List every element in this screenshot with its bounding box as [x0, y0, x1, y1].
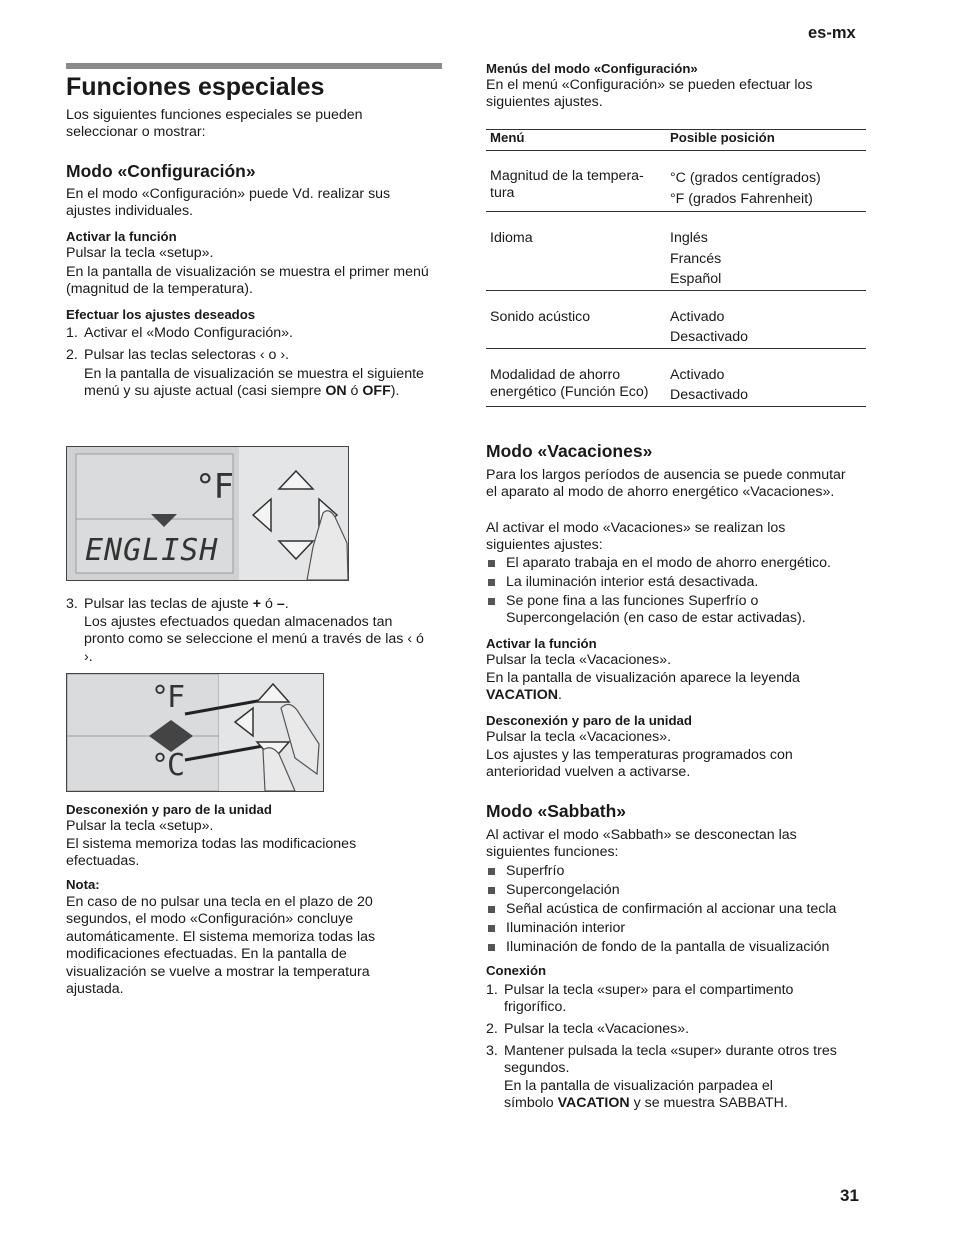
list-item — [486, 593, 866, 628]
config-step-3 — [66, 596, 442, 613]
table-row — [486, 290, 866, 348]
list-item-text: Superfrío — [506, 863, 565, 879]
plus-label: + — [252, 596, 262, 612]
step-text: Pulsar las teclas selectoras ‹ o ›. — [84, 347, 290, 363]
list-item-text: Señal acústica de confirmación al accionar una tecla — [506, 901, 837, 917]
bullet-icon — [488, 944, 495, 951]
config-activar-title: Activar la función — [66, 229, 177, 244]
config-desc-1: Pulsar la tecla «setup». — [66, 818, 214, 834]
config-heading: Modo «Configuración» — [66, 161, 256, 181]
list-item-text: Supercongelación — [506, 882, 620, 898]
display-unit-f: °F — [151, 680, 184, 715]
language-code: es-mx — [808, 24, 856, 42]
table-header-position: Posible posición — [666, 130, 866, 151]
minus-label: – — [276, 596, 285, 612]
nota-text: En caso de no pulsar una tecla en el plazo de 20 segundos, el modo «Configuración» concluye automáticamente. El sistema memoriza todas las modificaciones efectuadas. En la pantalla de visualización se vuelve a mostrar la temperatura ajustada. — [66, 894, 376, 998]
config-text: En el modo «Configuración» puede Vd. realizar sus ajustes individuales. — [66, 186, 391, 220]
list-item-text: La iluminación interior está desactivada. — [506, 574, 759, 590]
option: Inglés — [670, 230, 708, 246]
or-label: ó — [350, 383, 359, 400]
vacaciones-desc-1: Pulsar la tecla «Vacaciones». — [486, 729, 672, 745]
config-menu-table — [486, 129, 866, 407]
option: °C (grados centígrados) — [670, 170, 821, 186]
step-text: Pulsar la tecla «Vacaciones». — [504, 1021, 690, 1037]
conexion-step-3-detail — [504, 1078, 824, 1113]
bullet-icon — [488, 906, 495, 913]
step-2-detail-text: En la pantalla de visualización se muestra el siguiente menú y su ajuste actual (casi siempre — [84, 366, 424, 400]
table-cell-menu: Idioma — [486, 212, 666, 291]
step-number: 1. — [66, 325, 78, 341]
option: Desactivado — [670, 387, 749, 403]
title-rule — [66, 63, 442, 69]
conexion-step-2 — [486, 1021, 856, 1038]
option: Desactivado — [670, 329, 749, 345]
display-language: ENGLISH — [85, 533, 219, 568]
option: Activado — [670, 308, 725, 325]
list-item — [486, 882, 886, 899]
list-item-text: Se pone fina a las funciones Superfrío o Supercongelación (en caso de estar activadas). — [506, 593, 806, 627]
step-number: 1. — [486, 982, 498, 998]
list-item-text: El aparato trabaja en el modo de ahorro energético. — [506, 555, 831, 571]
list-item — [486, 555, 866, 572]
config-activar-2: En la pantalla de visualización se muestra el primer menú (magnitud de la temperatura). — [66, 264, 429, 298]
table-row — [486, 348, 866, 406]
page-title: Funciones especiales — [66, 73, 325, 101]
step-number: 2. — [66, 347, 78, 363]
config-efectuar-title: Efectuar los ajustes deseados — [66, 307, 256, 322]
vacaciones-desc-title: Desconexión y paro de la unidad — [486, 713, 692, 728]
list-item — [486, 574, 866, 591]
table-header-menu: Menú — [486, 130, 666, 151]
sabbath-bullets — [486, 863, 886, 958]
menus-text: En el menú «Configuración» se pueden efectuar los siguientes ajustes. — [486, 77, 813, 111]
conexion-step-1 — [486, 982, 836, 1017]
option: Activado — [670, 366, 725, 383]
figure-control-panel-1 — [66, 446, 349, 581]
bullet-icon — [488, 598, 495, 605]
option: Francés — [670, 250, 722, 267]
display-unit-f: °F — [195, 467, 232, 507]
list-item — [486, 863, 886, 880]
vacaciones-activar-2-text: En la pantalla de visualización aparece la leyenda — [486, 670, 800, 686]
vacaciones-bullets — [486, 555, 866, 629]
conexion-title: Conexión — [486, 963, 547, 978]
step-3-detail-b: y se muestra SABBATH. — [633, 1095, 788, 1112]
config-activar-1: Pulsar la tecla «setup». — [66, 245, 214, 261]
off-label: OFF — [362, 383, 391, 400]
vacaciones-activar-2: En la pantalla de visualización aparece la leyenda VACATION. — [486, 670, 800, 704]
step-text: Pulsar la tecla «super» para el compartimento frigorífico. — [504, 982, 794, 1016]
table-row — [486, 151, 866, 212]
table-cell-options — [666, 212, 866, 291]
vacation-label: VACATION — [486, 687, 558, 704]
step-text: Pulsar las teclas de ajuste + ó –. — [84, 596, 289, 612]
table-cell-menu: Magnitud de la tempera-tura — [486, 151, 666, 212]
list-item — [486, 901, 886, 918]
vacaciones-activar-1: Pulsar la tecla «Vacaciones». — [486, 652, 672, 668]
step-2-label: Pulsar las teclas selectoras — [84, 347, 256, 363]
step-text: Mantener pulsada la tecla «super» durante otros tres segundos. — [504, 1043, 837, 1077]
config-desc-2: El sistema memoriza todas las modificaciones efectuadas. — [66, 836, 357, 870]
bullet-icon — [488, 925, 495, 932]
bullet-icon — [488, 579, 495, 586]
step-number: 3. — [486, 1043, 498, 1059]
table-cell-menu: Sonido acústico — [486, 290, 666, 348]
control-panel-illustration — [67, 674, 323, 791]
option: Español — [670, 271, 722, 287]
option: °F (grados Fahrenheit) — [670, 190, 813, 207]
conexion-step-3 — [486, 1043, 866, 1078]
table-cell-options — [666, 348, 866, 406]
table-cell-options — [666, 151, 866, 212]
bullet-icon — [488, 560, 495, 567]
bullet-icon — [488, 887, 495, 894]
figure-control-panel-2 — [66, 673, 324, 792]
config-step-1 — [66, 325, 442, 342]
list-item-text: Iluminación de fondo de la pantalla de visualización — [506, 939, 830, 955]
config-step-3-detail: Los ajustes efectuados quedan almacenados tan pronto como se seleccione el menú a través de las ‹ ó ›. — [84, 614, 424, 665]
list-item — [486, 920, 886, 937]
or-label: ó — [265, 596, 273, 612]
vacation-label: VACATION — [557, 1095, 630, 1112]
list-item — [486, 939, 886, 956]
step-3-detail-text: Los ajustes efectuados quedan almacenados tan pronto como se seleccione el menú a través de las — [84, 614, 404, 648]
vacaciones-p2: Al activar el modo «Vacaciones» se realizan los siguientes ajustes: — [486, 520, 786, 554]
table-row — [486, 212, 866, 291]
table-cell-menu: Modalidad de ahorro energético (Función Eco) — [486, 348, 666, 406]
vacaciones-activar-title: Activar la función — [486, 636, 597, 651]
nota-title: Nota: — [66, 877, 100, 892]
display-unit-c: °C — [151, 748, 184, 783]
list-item-text: Iluminación interior — [506, 920, 626, 936]
menus-title: Menús del modo «Configuración» — [486, 61, 698, 76]
sabbath-heading: Modo «Sabbath» — [486, 801, 627, 821]
page-number: 31 — [840, 1186, 859, 1205]
step-3-label: Pulsar las teclas de ajuste — [84, 596, 249, 612]
table-cell-options — [666, 290, 866, 348]
table-header-row — [486, 130, 866, 151]
config-desc-title: Desconexión y paro de la unidad — [66, 802, 272, 817]
config-step-2 — [66, 347, 442, 364]
config-step-2-detail: En la pantalla de visualización se muestra el siguiente menú y su ajuste actual (casi siempre ON ó OFF). — [84, 366, 424, 400]
step-number: 3. — [66, 596, 78, 612]
on-label: ON — [325, 383, 347, 400]
vacaciones-p1: Para los largos períodos de ausencia se puede conmutar el aparato al modo de ahorro energético «Vacaciones». — [486, 467, 846, 501]
bullet-icon — [488, 868, 495, 875]
intro-text: Los siguientes funciones especiales se pueden seleccionar o mostrar: — [66, 107, 363, 141]
vacaciones-desc-2: Los ajustes y las temperaturas programados con anterioridad vuelven a activarse. — [486, 747, 793, 781]
sabbath-p1: Al activar el modo «Sabbath» se desconectan las siguientes funciones: — [486, 827, 797, 861]
step-3-detail-a: En la pantalla de visualización parpadea el símbolo — [504, 1078, 773, 1112]
vacaciones-heading: Modo «Vacaciones» — [486, 441, 653, 461]
step-text: Activar el «Modo Configuración». — [84, 325, 293, 341]
step-number: 2. — [486, 1021, 498, 1037]
